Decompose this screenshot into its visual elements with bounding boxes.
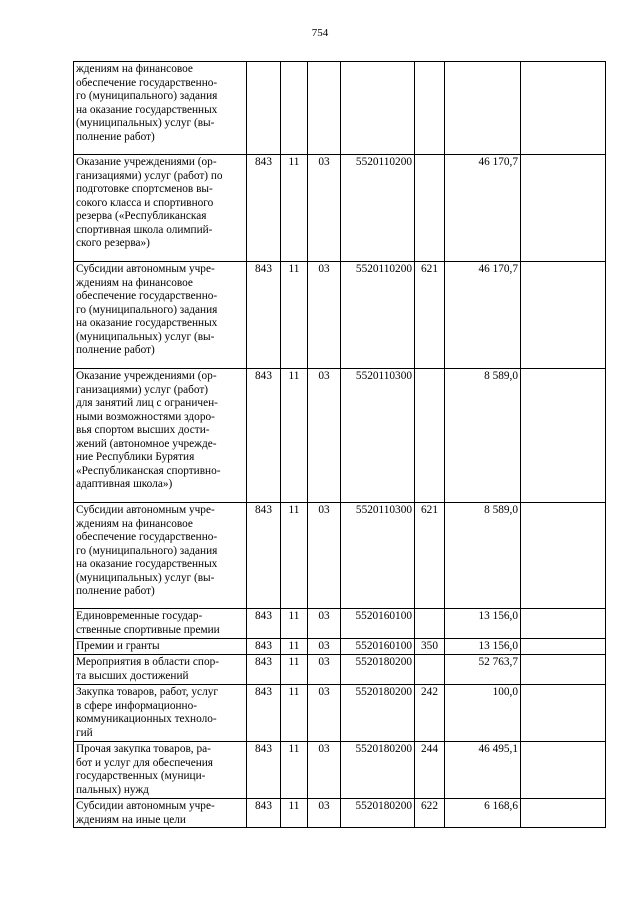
subsection-code-cell: 03 bbox=[308, 655, 341, 685]
page-number: 754 bbox=[311, 27, 329, 39]
target-article-code-cell: 5520180200 bbox=[341, 655, 415, 685]
amount-cell: 46 170,7 bbox=[445, 155, 521, 262]
section-code-cell: 11 bbox=[281, 155, 308, 262]
empty-cell bbox=[521, 155, 606, 262]
budget-table bbox=[73, 61, 606, 828]
subsection-code-cell: 03 bbox=[308, 609, 341, 639]
amount-cell: 46 170,7 bbox=[445, 262, 521, 369]
item-name-cell: Единовременные государ- ственные спортивные премии bbox=[74, 609, 247, 639]
subsection-code-cell: 03 bbox=[308, 639, 341, 655]
target-article-code-cell: 5520110300 bbox=[341, 369, 415, 503]
table-row bbox=[74, 655, 606, 685]
section-code-cell: 11 bbox=[281, 799, 308, 828]
expense-type-code-cell bbox=[415, 155, 445, 262]
expense-type-code-cell bbox=[415, 369, 445, 503]
amount-cell: 52 763,7 bbox=[445, 655, 521, 685]
subsection-code-cell bbox=[308, 62, 341, 155]
expense-type-code-cell: 350 bbox=[415, 639, 445, 655]
ministry-code-cell: 843 bbox=[247, 799, 281, 828]
table-row bbox=[74, 685, 606, 742]
item-name-cell: Мероприятия в области спор- та высших достижений bbox=[74, 655, 247, 685]
empty-cell bbox=[521, 262, 606, 369]
target-article-code-cell: 5520180200 bbox=[341, 742, 415, 799]
table-row bbox=[74, 609, 606, 639]
ministry-code-cell: 843 bbox=[247, 503, 281, 609]
target-article-code-cell: 5520110200 bbox=[341, 262, 415, 369]
ministry-code-cell: 843 bbox=[247, 262, 281, 369]
item-name-cell: Премии и гранты bbox=[74, 639, 247, 655]
expense-type-code-cell bbox=[415, 609, 445, 639]
expense-type-code-cell bbox=[415, 655, 445, 685]
item-name-cell: Субсидии автономным учре- ждениям на финансовое обеспечение государственно- го (муниципального) задания на оказание государственных (муниципальных) услуг (вы- полнение работ) bbox=[74, 262, 247, 369]
target-article-code-cell bbox=[341, 62, 415, 155]
ministry-code-cell: 843 bbox=[247, 742, 281, 799]
subsection-code-cell: 03 bbox=[308, 155, 341, 262]
empty-cell bbox=[521, 369, 606, 503]
expense-type-code-cell: 621 bbox=[415, 262, 445, 369]
table-row bbox=[74, 155, 606, 262]
section-code-cell: 11 bbox=[281, 262, 308, 369]
item-name-cell: Закупка товаров, работ, услуг в сфере информационно- коммуникационных техноло- гий bbox=[74, 685, 247, 742]
table-row bbox=[74, 503, 606, 609]
subsection-code-cell: 03 bbox=[308, 742, 341, 799]
subsection-code-cell: 03 bbox=[308, 262, 341, 369]
target-article-code-cell: 5520110300 bbox=[341, 503, 415, 609]
item-name-cell: Оказание учреждениями (ор- ганизациями) услуг (работ) по подготовке спортсменов вы- сокого класса и спортивного резерва («Республиканская спортивная школа олимпий- ского резерва») bbox=[74, 155, 247, 262]
target-article-code-cell: 5520110200 bbox=[341, 155, 415, 262]
expense-type-code-cell: 242 bbox=[415, 685, 445, 742]
table-row bbox=[74, 262, 606, 369]
section-code-cell: 11 bbox=[281, 503, 308, 609]
table-row bbox=[74, 639, 606, 655]
amount-cell: 6 168,6 bbox=[445, 799, 521, 828]
item-name-cell: Субсидии автономным учре- ждениям на иные цели bbox=[74, 799, 247, 828]
ministry-code-cell: 843 bbox=[247, 639, 281, 655]
subsection-code-cell: 03 bbox=[308, 503, 341, 609]
target-article-code-cell: 5520160100 bbox=[341, 639, 415, 655]
subsection-code-cell: 03 bbox=[308, 685, 341, 742]
section-code-cell: 11 bbox=[281, 639, 308, 655]
section-code-cell: 11 bbox=[281, 685, 308, 742]
target-article-code-cell: 5520160100 bbox=[341, 609, 415, 639]
section-code-cell: 11 bbox=[281, 655, 308, 685]
empty-cell bbox=[521, 799, 606, 828]
section-code-cell: 11 bbox=[281, 742, 308, 799]
empty-cell bbox=[521, 639, 606, 655]
table-row bbox=[74, 369, 606, 503]
expense-type-code-cell: 621 bbox=[415, 503, 445, 609]
expense-type-code-cell bbox=[415, 62, 445, 155]
table-row bbox=[74, 742, 606, 799]
empty-cell bbox=[521, 62, 606, 155]
ministry-code-cell: 843 bbox=[247, 369, 281, 503]
ministry-code-cell bbox=[247, 62, 281, 155]
budget-table-body bbox=[74, 62, 606, 828]
empty-cell bbox=[521, 685, 606, 742]
table-row bbox=[74, 62, 606, 155]
section-code-cell: 11 bbox=[281, 609, 308, 639]
amount-cell: 13 156,0 bbox=[445, 639, 521, 655]
empty-cell bbox=[521, 503, 606, 609]
item-name-cell: Субсидии автономным учре- ждениям на финансовое обеспечение государственно- го (муниципального) задания на оказание государственных (муниципальных) услуг (вы- полнение работ) bbox=[74, 503, 247, 609]
ministry-code-cell: 843 bbox=[247, 655, 281, 685]
amount-cell: 13 156,0 bbox=[445, 609, 521, 639]
amount-cell: 46 495,1 bbox=[445, 742, 521, 799]
expense-type-code-cell: 244 bbox=[415, 742, 445, 799]
amount-cell bbox=[445, 62, 521, 155]
empty-cell bbox=[521, 742, 606, 799]
target-article-code-cell: 5520180200 bbox=[341, 685, 415, 742]
section-code-cell bbox=[281, 62, 308, 155]
item-name-cell: ждениям на финансовое обеспечение государственно- го (муниципального) задания на оказание государственных (муниципальных) услуг (вы- полнение работ) bbox=[74, 62, 247, 155]
amount-cell: 8 589,0 bbox=[445, 503, 521, 609]
item-name-cell: Оказание учреждениями (ор- ганизациями) услуг (работ) для занятий лиц с ограничен- ными возможностями здоро- вья спортом высших дости- жений (автономное учрежде- ние Республики Бурятия «Республиканская спортивно- адаптивная школа») bbox=[74, 369, 247, 503]
expense-type-code-cell: 622 bbox=[415, 799, 445, 828]
empty-cell bbox=[521, 609, 606, 639]
subsection-code-cell: 03 bbox=[308, 369, 341, 503]
ministry-code-cell: 843 bbox=[247, 685, 281, 742]
amount-cell: 8 589,0 bbox=[445, 369, 521, 503]
empty-cell bbox=[521, 655, 606, 685]
subsection-code-cell: 03 bbox=[308, 799, 341, 828]
ministry-code-cell: 843 bbox=[247, 155, 281, 262]
target-article-code-cell: 5520180200 bbox=[341, 799, 415, 828]
ministry-code-cell: 843 bbox=[247, 609, 281, 639]
table-row bbox=[74, 799, 606, 828]
section-code-cell: 11 bbox=[281, 369, 308, 503]
item-name-cell: Прочая закупка товаров, ра- бот и услуг для обеспечения государственных (муници- пальных) нужд bbox=[74, 742, 247, 799]
amount-cell: 100,0 bbox=[445, 685, 521, 742]
